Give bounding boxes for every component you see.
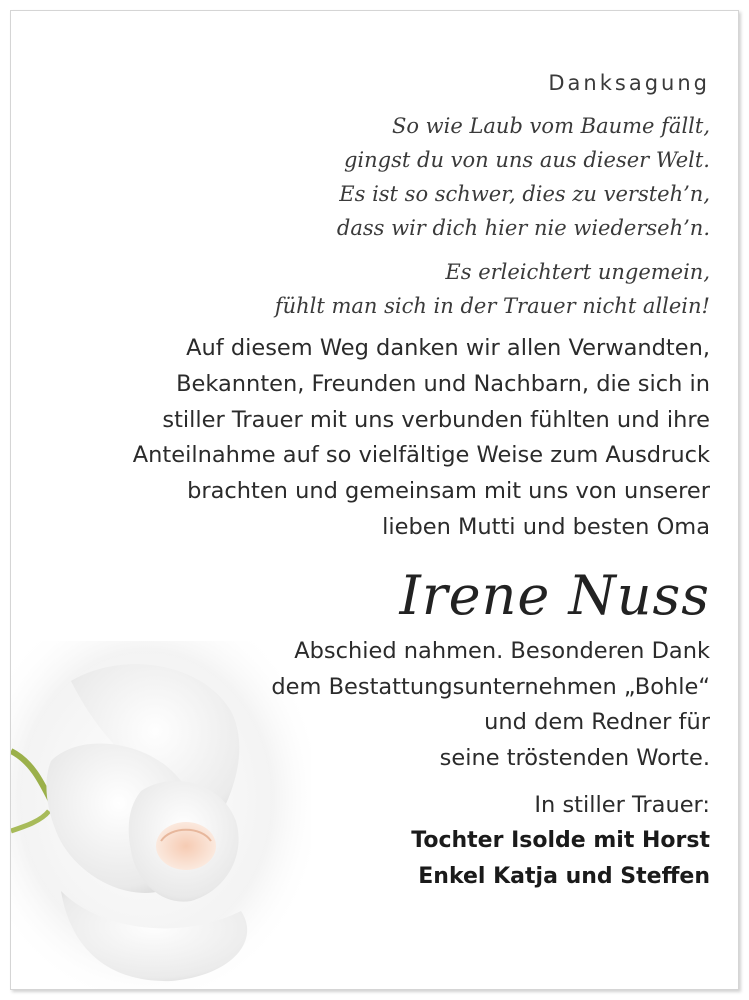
thanks-line: stiller Trauer mit uns verbunden fühlten und ihre <box>162 406 710 433</box>
poem-stanza-1 <box>50 109 710 245</box>
mourning-label: In stiller Trauer: <box>534 791 710 818</box>
thanks-line: lieben Mutti und besten Oma <box>382 513 710 540</box>
after-line: dem Bestattungsunternehmen „Bohle“ <box>271 673 710 700</box>
poem-line: Es ist so schwer, dies zu versteh’n, <box>339 182 710 206</box>
thanks-line: brachten und gemeinsam mit uns von unserer <box>187 478 710 505</box>
poem-line: gingst du von uns aus dieser Welt. <box>343 148 710 172</box>
thanks-line: Auf diesem Weg danken wir allen Verwandten, <box>186 335 710 361</box>
signer-line: Tochter Isolde mit Horst <box>411 827 710 853</box>
deceased-name: Irene Nuss <box>399 563 710 627</box>
signer-line: Enkel Katja und Steffen <box>418 863 710 889</box>
poem-line: fühlt man sich in der Trauer nicht allein! <box>274 294 710 318</box>
notice-content <box>50 71 710 895</box>
after-line: und dem Redner für <box>484 709 710 736</box>
poem-line: dass wir dich hier nie wiederseh’n. <box>336 216 710 240</box>
thanks-line: Bekannten, Freunden und Nachbarn, die sich in <box>176 370 710 397</box>
after-line: Abschied nahmen. Besonderen Dank <box>294 637 710 664</box>
thanks-paragraph <box>50 331 710 546</box>
after-paragraph <box>50 634 710 777</box>
notice-card <box>10 10 739 990</box>
after-line: seine tröstenden Worte. <box>439 745 710 772</box>
thanks-line: Anteilnahme auf so vielfältige Weise zum Ausdruck <box>132 442 710 469</box>
poem-line: So wie Laub vom Baume fällt, <box>391 114 710 138</box>
poem-stanza-2 <box>50 255 710 323</box>
heading-danksagung: Danksagung <box>548 71 710 95</box>
poem-line: Es erleichtert ungemein, <box>445 260 710 284</box>
